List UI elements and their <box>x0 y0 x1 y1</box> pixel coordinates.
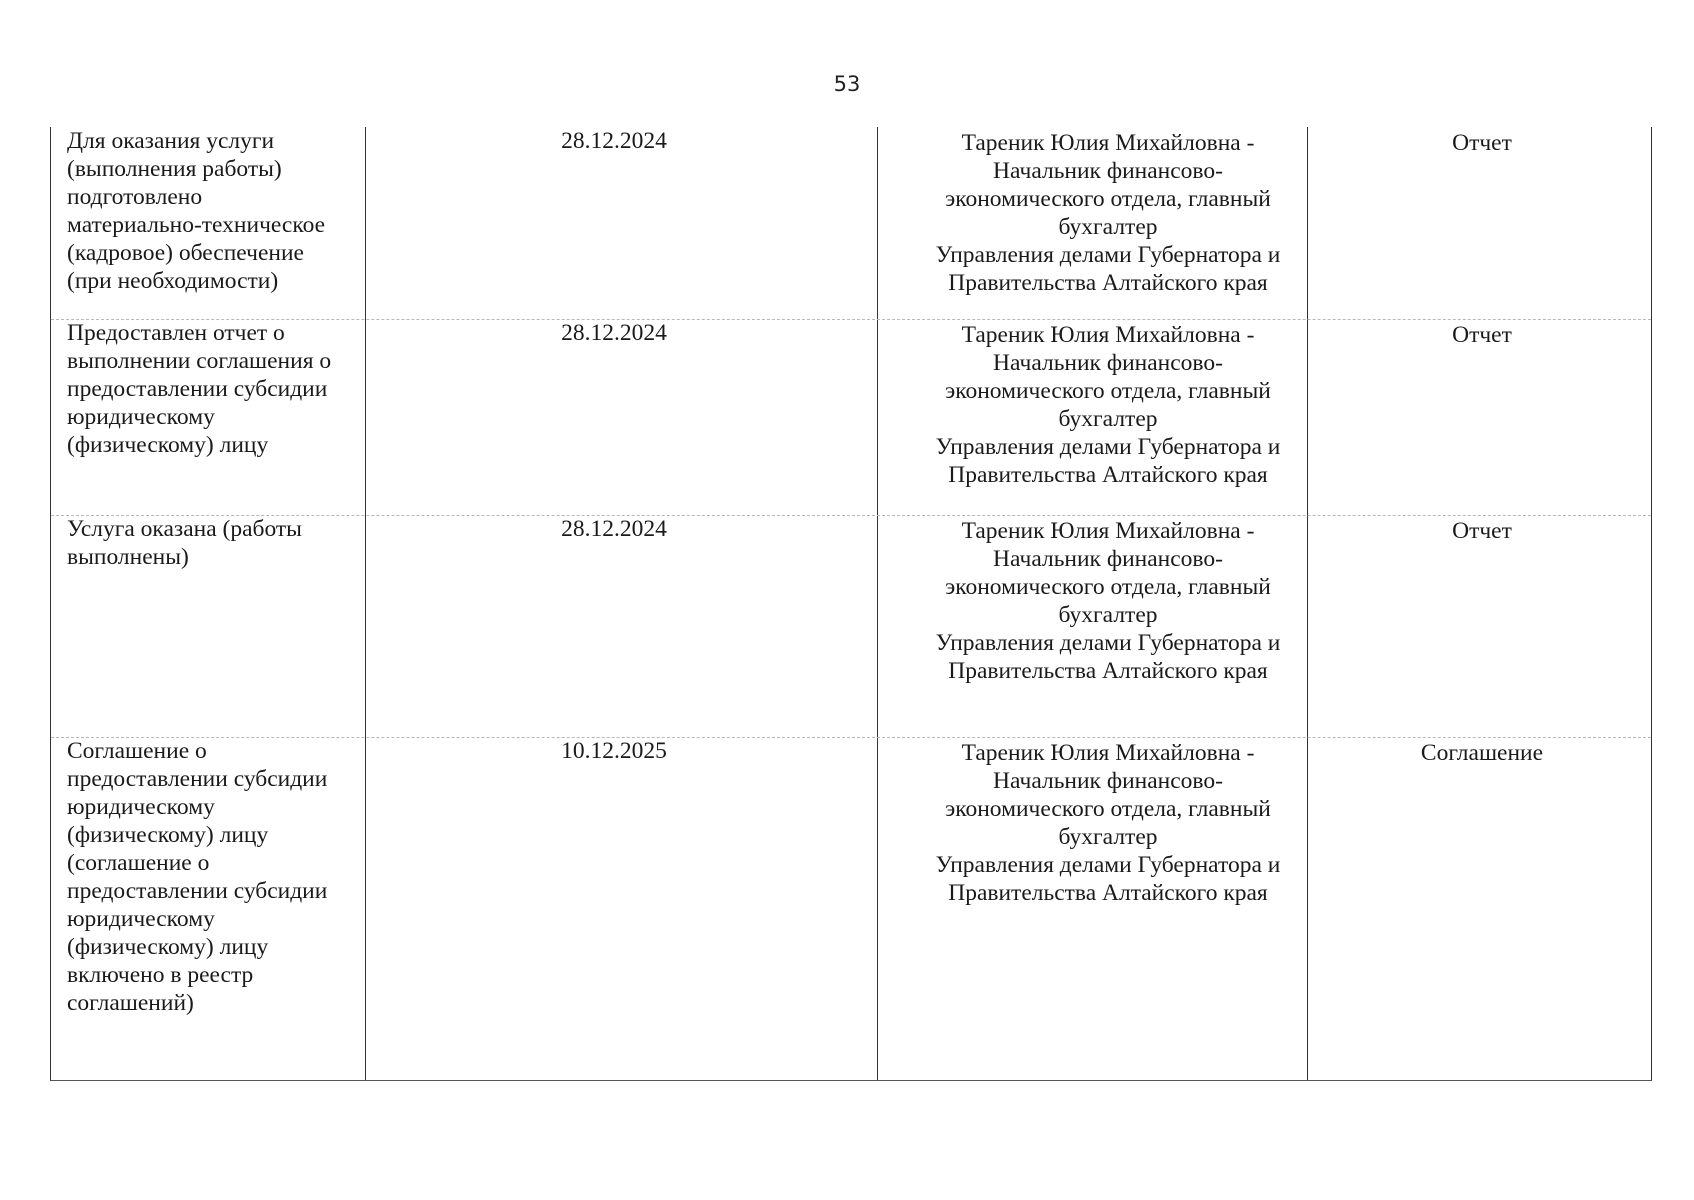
responsible-cell: Тареник Юлия Михайловна - Начальник финансово- экономического отдела, главный бухгалтер Управления делами Губернатора и Правительства Алтайского края <box>935 130 1281 296</box>
result-cell: Предоставлен отчет о выполнении соглашения о предоставлении субсидии юридическому (физическому) лицу <box>67 320 332 458</box>
result-cell: Для оказания услуги (выполнения работы) подготовлено материально-техническое (кадровое) обеспечение (при необходимости) <box>67 128 326 294</box>
control-points-table <box>50 127 1652 1081</box>
document-type-cell: Отчет <box>1452 130 1512 156</box>
result-cell: Услуга оказана (работы выполнены) <box>67 516 302 570</box>
page-number: 53 <box>833 72 861 96</box>
document-type-cell: Соглашение <box>1420 740 1544 766</box>
responsible-cell: Тареник Юлия Михайловна - Начальник финансово- экономического отдела, главный бухгалтер Управления делами Губернатора и Правительства Алтайского края <box>935 740 1281 906</box>
date-cell: 28.12.2024 <box>561 320 667 346</box>
column-divider <box>877 127 878 1080</box>
date-cell: 28.12.2024 <box>561 128 667 154</box>
document-type-cell: Отчет <box>1452 322 1512 348</box>
date-cell: 28.12.2024 <box>561 516 667 542</box>
responsible-cell: Тареник Юлия Михайловна - Начальник финансово- экономического отдела, главный бухгалтер Управления делами Губернатора и Правительства Алтайского края <box>935 322 1281 488</box>
responsible-cell: Тареник Юлия Михайловна - Начальник финансово- экономического отдела, главный бухгалтер Управления делами Губернатора и Правительства Алтайского края <box>935 518 1281 684</box>
result-cell: Соглашение о предоставлении субсидии юридическому (физическому) лицу (соглашение о предоставлении субсидии юридическому (физическому) лицу включено в реестр соглашений) <box>67 738 328 1016</box>
date-cell: 10.12.2025 <box>561 738 667 764</box>
document-type-cell: Отчет <box>1452 518 1512 544</box>
